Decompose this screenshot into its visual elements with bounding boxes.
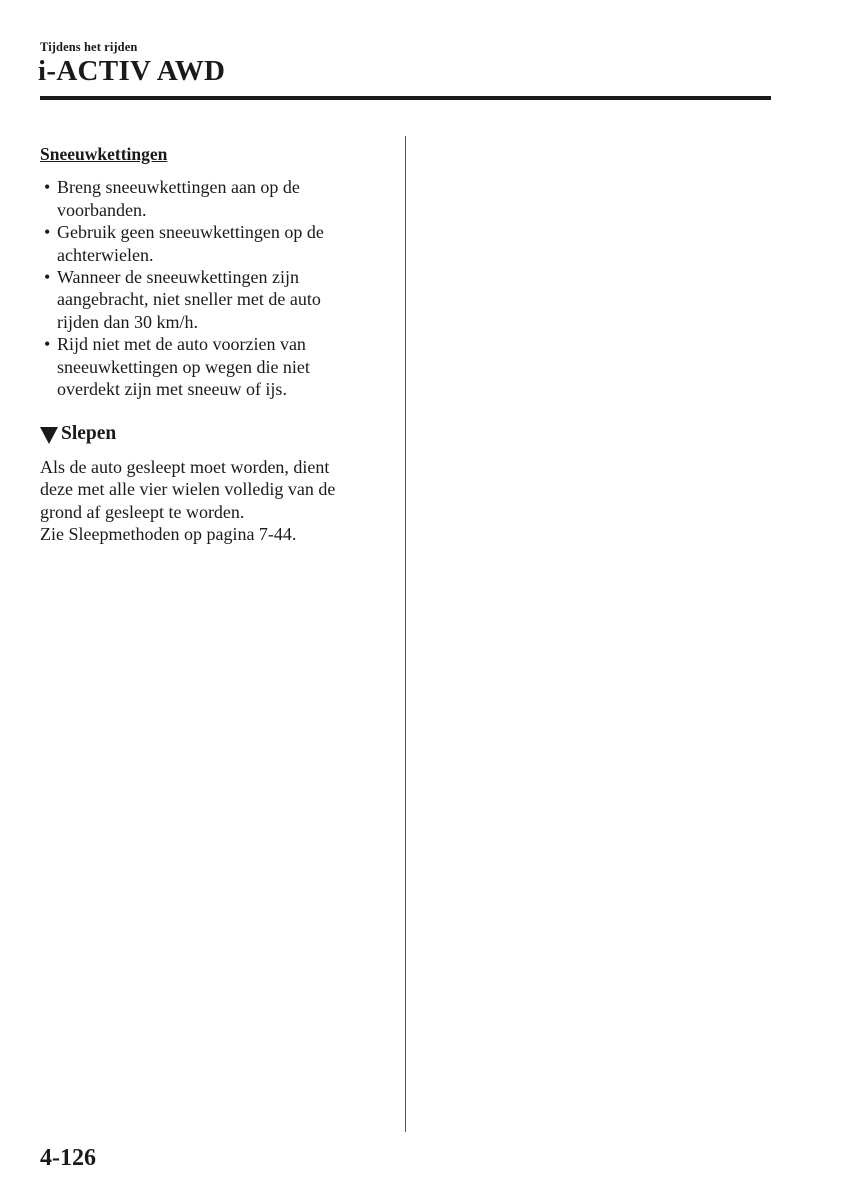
towing-heading-label: Slepen xyxy=(61,423,117,445)
list-item-line: voorbanden. xyxy=(57,199,147,220)
list-item-line: achterwielen. xyxy=(57,244,154,265)
list-item xyxy=(40,176,385,221)
paragraph-line: deze met alle vier wielen volledig van de xyxy=(40,479,336,500)
towing-heading xyxy=(40,423,385,445)
header-section-label: Tijdens het rijden xyxy=(40,40,138,54)
list-item xyxy=(40,333,385,400)
list-item xyxy=(40,221,385,266)
paragraph-line: Zie Sleepmethoden op pagina 7-44. xyxy=(40,524,297,545)
list-item-line: overdekt zijn met sneeuw of ijs. xyxy=(57,379,287,400)
page-title: i-ACTIV AWD xyxy=(38,55,226,87)
snow-chains-heading: Sneeuwkettingen xyxy=(40,144,168,164)
page-number: 4-126 xyxy=(40,1145,96,1171)
list-item xyxy=(40,266,385,333)
column-divider xyxy=(405,136,406,1132)
list-item-line: rijden dan 30 km/h. xyxy=(57,311,198,332)
snow-chains-list xyxy=(40,176,385,400)
paragraph-line: Als de auto gesleept moet worden, dient xyxy=(40,456,330,477)
paragraph-line: grond af gesleept te worden. xyxy=(40,501,245,522)
list-item-line: aangebracht, niet sneller met de auto xyxy=(57,289,321,310)
bullet-icon: • xyxy=(44,222,51,243)
list-item-line: Gebruik geen sneeuwkettingen op de xyxy=(57,222,324,243)
header-rule xyxy=(40,96,771,100)
bullet-icon: • xyxy=(44,267,51,288)
towing-paragraph xyxy=(40,456,385,546)
bullet-icon: • xyxy=(44,334,51,355)
left-column xyxy=(40,143,385,546)
list-item-line: Rijd niet met de auto voorzien van xyxy=(57,334,306,355)
bullet-icon: • xyxy=(44,177,51,198)
list-item-line: Breng sneeuwkettingen aan op de xyxy=(57,177,300,198)
list-item-line: sneeuwkettingen op wegen die niet xyxy=(57,356,310,377)
list-item-line: Wanneer de sneeuwkettingen zijn xyxy=(57,267,299,288)
triangle-down-icon xyxy=(40,427,58,444)
